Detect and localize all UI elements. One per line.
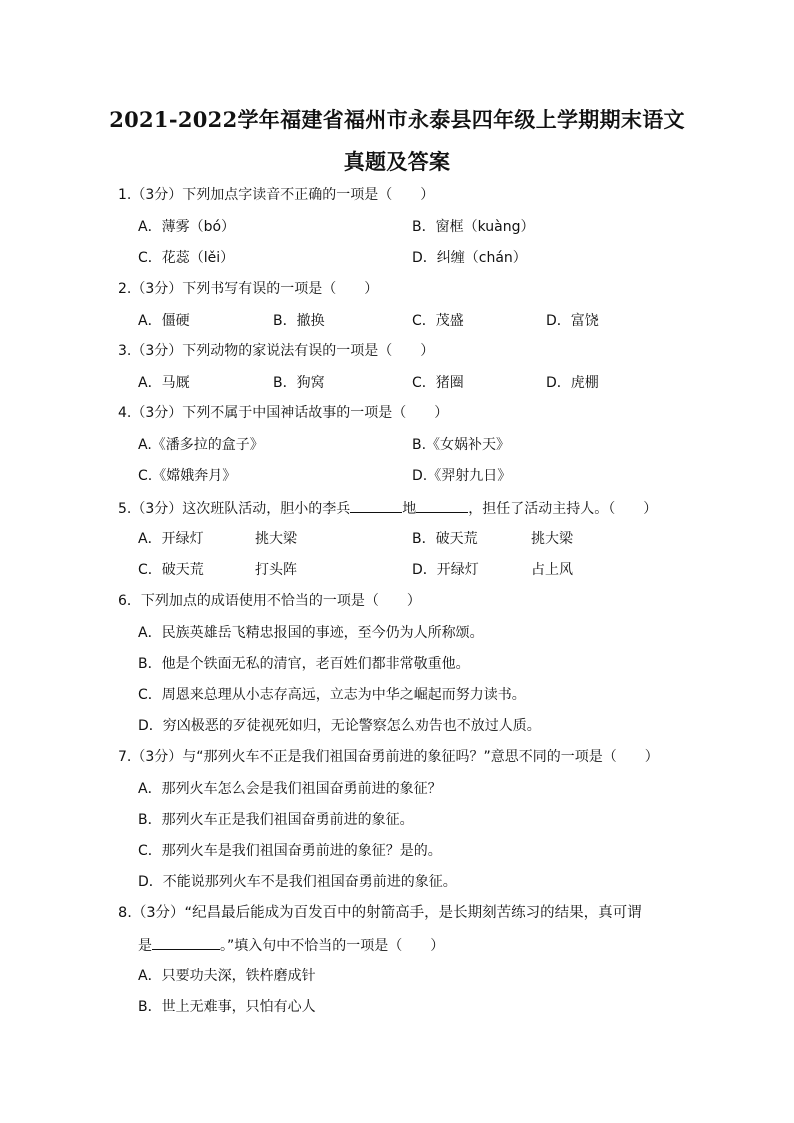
question-5-option-d: D．开绿灯 xyxy=(412,562,479,578)
question-3-option-c: C．猪圈 xyxy=(412,375,464,391)
question-3-option-d: D．虎棚 xyxy=(546,375,599,391)
question-8-stem-part2: 。”填入句中不恰当的一项是（ ） xyxy=(220,938,445,954)
question-7-option-b: B．那列火车正是我们祖国奋勇前进的象征。 xyxy=(138,812,414,828)
question-1-stem: 1.（3分）下列加点字读音不正确的一项是（ ） xyxy=(118,187,435,203)
question-4-stem: 4.（3分）下列不属于中国神话故事的一项是（ ） xyxy=(118,405,449,421)
question-5-option-b: B．破天荒 xyxy=(412,531,478,547)
question-5-stem xyxy=(118,498,657,518)
question-8-stem-continued xyxy=(138,935,444,955)
question-2-option-a: A．僵硬 xyxy=(138,313,190,329)
question-1-option-b: B．窗框（kuàng） xyxy=(412,219,535,235)
question-5-stem-part1: 5.（3分）这次班队活动，胆小的李兵 xyxy=(118,501,351,517)
question-4-option-a: A.《潘多拉的盒子》 xyxy=(138,437,264,453)
question-5-stem-part3: ，担任了活动主持人。（ ） xyxy=(468,501,658,517)
document-subtitle: 真题及答案 xyxy=(343,149,451,174)
question-7-option-c: C．那列火车是我们祖国奋勇前进的象征？是的。 xyxy=(138,843,442,859)
question-8-stem: 8.（3分）“纪昌最后能成为百发百中的射箭高手，是长期刻苦练习的结果，真可谓 xyxy=(118,905,642,921)
question-5-option-a-second: 挑大梁 xyxy=(255,531,297,547)
question-5-option-c-second: 打头阵 xyxy=(255,562,297,578)
question-5-option-a: A．开绿灯 xyxy=(138,531,204,547)
question-8-option-b: B．世上无难事，只怕有心人 xyxy=(138,999,316,1015)
question-5-option-c: C．破天荒 xyxy=(138,562,204,578)
question-6-option-b: B．他是个铁面无私的清官，老百姓们都非常敬重他。 xyxy=(138,656,470,672)
question-5-stem-part2: 地 xyxy=(402,501,417,517)
question-7-option-a: A．那列火车怎么会是我们祖国奋勇前进的象征？ xyxy=(138,781,442,797)
question-1-option-d: D．纠缠（chán） xyxy=(412,250,527,266)
question-8-stem-part1: 是 xyxy=(138,938,152,954)
question-2-option-d: D．富饶 xyxy=(546,313,599,329)
question-2-option-b: B．撤换 xyxy=(273,313,325,329)
question-3-option-b: B．狗窝 xyxy=(273,375,325,391)
question-3-option-a: A．马厩 xyxy=(138,375,190,391)
question-5-option-b-second: 挑大梁 xyxy=(531,531,573,547)
question-1-option-a: A．薄雾（bó） xyxy=(138,219,236,235)
question-4-option-c: C.《嫦娥奔月》 xyxy=(138,468,237,484)
question-4-option-d: D.《羿射九日》 xyxy=(412,468,512,484)
question-5-option-d-second: 占上风 xyxy=(531,562,573,578)
question-6-stem: 6．下列加点的成语使用不恰当的一项是（ ） xyxy=(118,593,421,609)
answer-blank xyxy=(350,498,402,513)
question-4-option-b: B.《女娲补天》 xyxy=(412,437,511,453)
question-7-stem: 7.（3分）与“那列火车不正是我们祖国奋勇前进的象征吗？”意思不同的一项是（ ） xyxy=(118,749,659,765)
answer-blank xyxy=(416,498,468,513)
answer-blank xyxy=(152,935,220,950)
question-3-stem: 3.（3分）下列动物的家说法有误的一项是（ ） xyxy=(118,343,435,359)
question-8-option-a: A．只要功夫深，铁杵磨成针 xyxy=(138,968,316,984)
question-2-option-c: C．茂盛 xyxy=(412,313,464,329)
question-1-option-c: C．花蕊（lěi） xyxy=(138,250,235,266)
question-6-option-d: D．穷凶极恶的歹徒视死如归，无论警察怎么劝告也不放过人质。 xyxy=(138,718,541,734)
question-7-option-d: D．不能说那列火车不是我们祖国奋勇前进的象征。 xyxy=(138,874,457,890)
document-title: 2021-2022学年福建省福州市永泰县四年级上学期期末语文 xyxy=(109,107,685,132)
question-6-option-a: A．民族英雄岳飞精忠报国的事迹，至今仍为人所称颂。 xyxy=(138,625,484,641)
question-6-option-c: C．周恩来总理从小志存高远，立志为中华之崛起而努力读书。 xyxy=(138,687,526,703)
question-2-stem: 2.（3分）下列书写有误的一项是（ ） xyxy=(118,281,379,297)
